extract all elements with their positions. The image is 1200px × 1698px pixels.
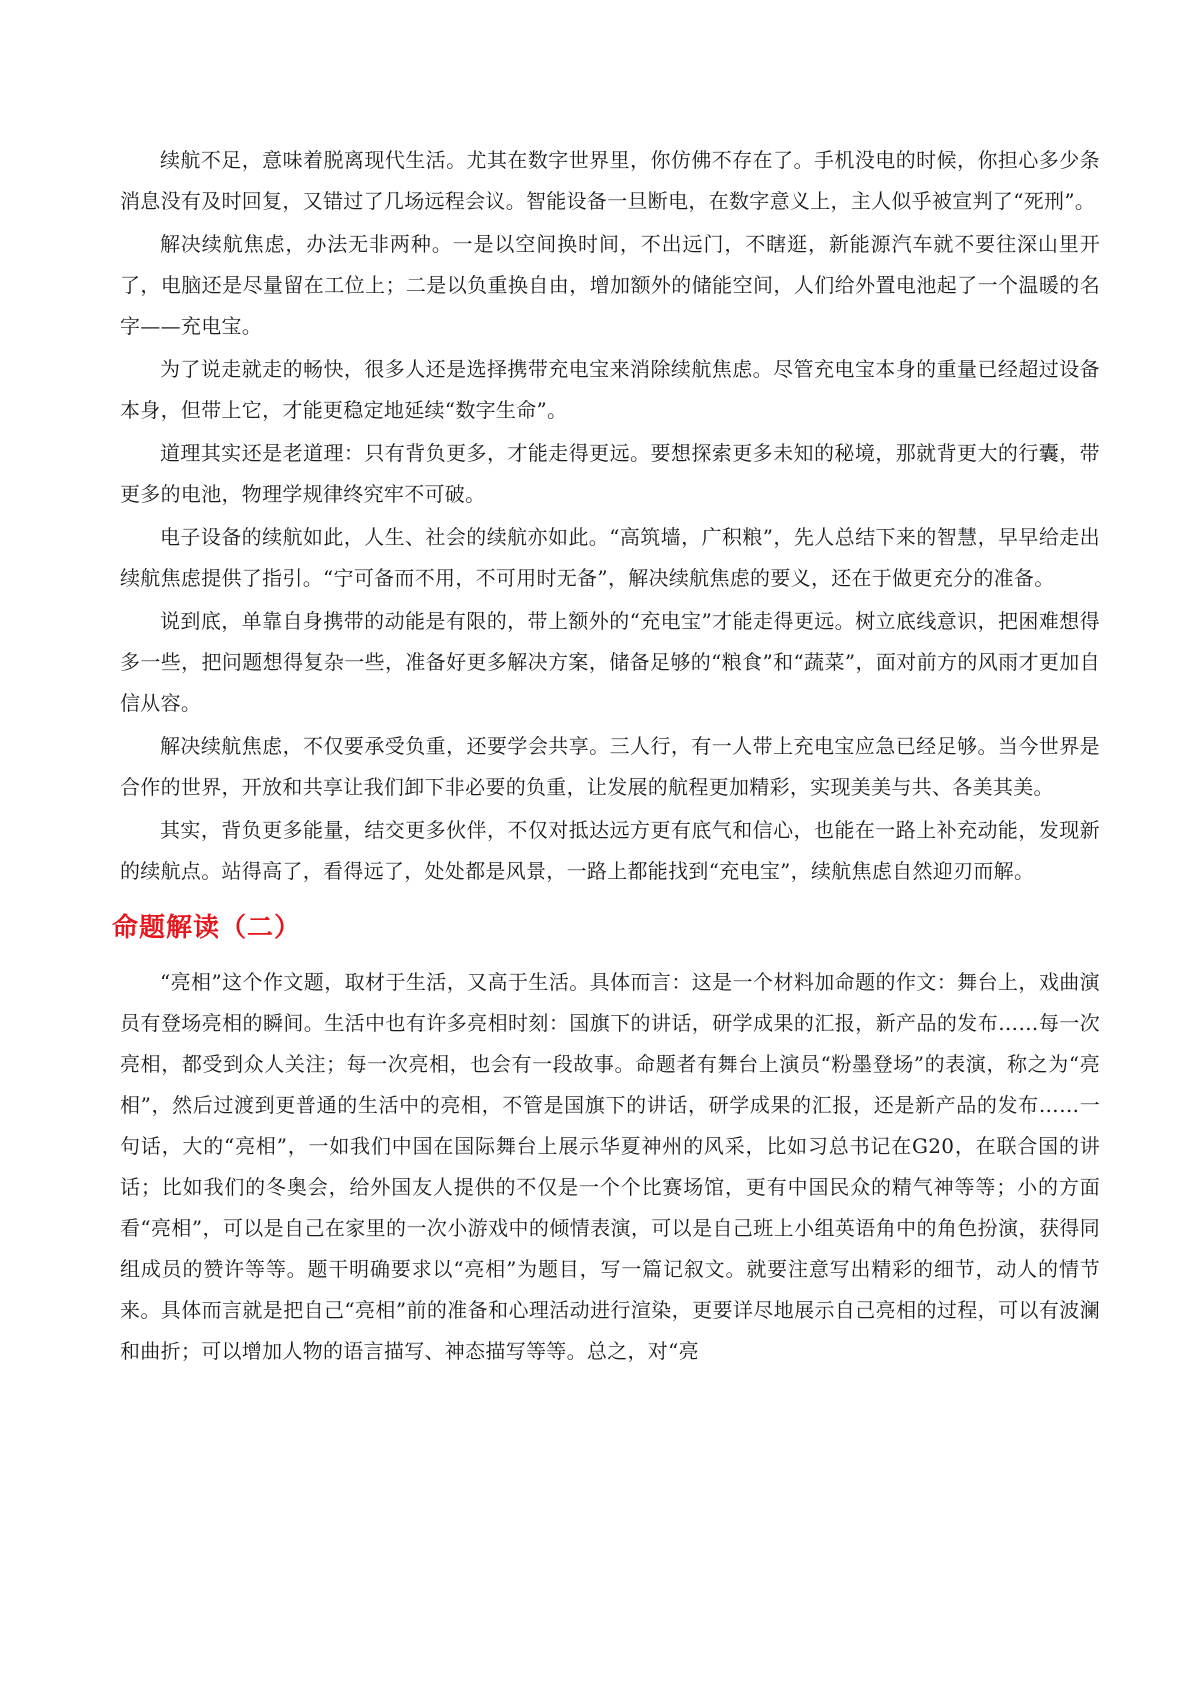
paragraph: 说到底，单靠自身携带的动能是有限的，带上额外的“充电宝”才能走得更远。树立底线意识，把困难想得多一些，把问题想得复杂一些，准备好更多解决方案，储备足够的“粮食”和“蔬菜”，面对前方的风雨才更加自信从容。	[120, 609, 1100, 715]
paragraph: 解决续航焦虑，办法无非两种。一是以空间换时间，不出远门，不瞎逛，新能源汽车就不要往深山里开了，电脑还是尽量留在工位上；二是以负重换自由，增加额外的储能空间，人们给外置电池起了一个温暖的名字——充电宝。	[120, 232, 1100, 338]
paragraph: 其实，背负更多能量，结交更多伙伴，不仅对抵达远方更有底气和信心，也能在一路上补充动能，发现新的续航点。站得高了，看得远了，处处都是风景，一路上都能找到“充电宝”，续航焦虑自然迎刃而解。	[120, 818, 1100, 883]
analysis-paragraph: “亮相”这个作文题，取材于生活，又高于生活。具体而言：这是一个材料加命题的作文：舞台上，戏曲演员有登场亮相的瞬间。生活中也有许多亮相时刻：国旗下的讲话，研学成果的汇报，新产品的发布……每一次亮相，都受到众人关注；每一次亮相，也会有一段故事。命题者有舞台上演员“粉墨登场”的表演，称之为“亮相”，然后过渡到更普通的生活中的亮相，不管是国旗下的讲话，研学成果的汇报，还是新产品的发布……一句话，大的“亮相”，一如我们中国在国际舞台上展示华夏神州的风采，比如习总书记在G20，在联合国的讲话；比如我们的冬奥会，给外国友人提供的不仅是一个个比赛场馆，更有中国民众的精气神等等；小的方面看“亮相”，可以是自己在家里的一次小游戏中的倾情表演，可以是自己班上小组英语角中的角色扮演，获得同组成员的赞许等等。题干明确要求以“亮相”为题目，写一篇记叙文。就要注意写出精彩的细节，动人的情节来。具体而言就是把自己“亮相”前的准备和心理活动进行渲染，更要详尽地展示自己亮相的过程，可以有波澜和曲折；可以增加人物的语言描写、神态描写等等。总之，对“亮	[120, 970, 1100, 1363]
paragraph: 续航不足，意味着脱离现代生活。尤其在数字世界里，你仿佛不存在了。手机没电的时候，你担心多少条消息没有及时回复，又错过了几场远程会议。智能设备一旦断电，在数字意义上，主人似乎被宣判了“死刑”。	[120, 148, 1100, 213]
paragraph: 道理其实还是老道理：只有背负更多，才能走得更远。要想探索更多未知的秘境，那就背更大的行囊，带更多的电池，物理学规律终究牢不可破。	[120, 441, 1100, 506]
paragraph: 解决续航焦虑，不仅要承受负重，还要学会共享。三人行，有一人带上充电宝应急已经足够。当今世界是合作的世界，开放和共享让我们卸下非必要的负重，让发展的航程更加精彩，实现美美与共、各美其美。	[120, 734, 1100, 799]
paragraph: 电子设备的续航如此，人生、社会的续航亦如此。“高筑墙，广积粮”，先人总结下来的智慧，早早给走出续航焦虑提供了指引。“宁可备而不用，不可用时无备”，解决续航焦虑的要义，还在于做更充分的准备。	[120, 525, 1100, 590]
paragraph: 为了说走就走的畅快，很多人还是选择携带充电宝来消除续航焦虑。尽管充电宝本身的重量已经超过设备本身，但带上它，才能更稳定地延续“数字生命”。	[120, 357, 1100, 422]
body-text	[112, 140, 1100, 1372]
section-heading: 命题解读（二）	[112, 913, 302, 943]
